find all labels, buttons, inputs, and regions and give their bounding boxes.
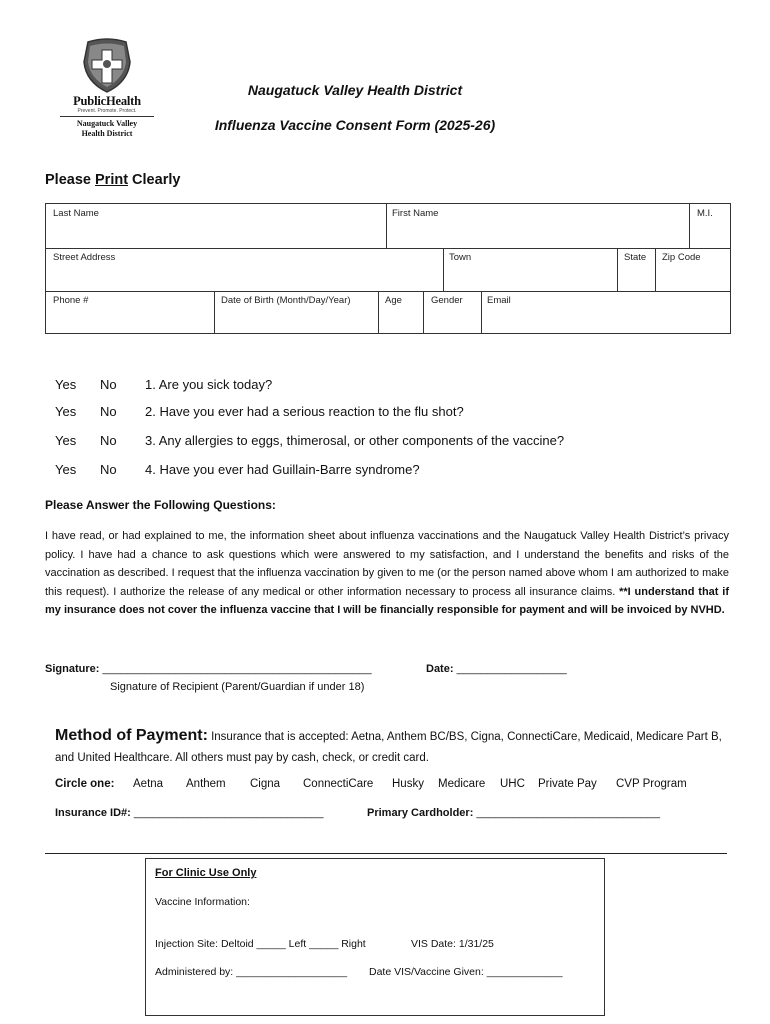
date-given-field[interactable]: Date VIS/Vaccine Given: _____________ (369, 966, 563, 978)
option-medicare[interactable]: Medicare (438, 778, 486, 790)
insurance-id-label: Insurance ID#: (55, 807, 131, 819)
col-divider (443, 248, 444, 291)
consent-bold-text: **I understand that if my insurance does not cover the influenza vaccine that I will be financially responsible for payment and will be invoiced by NVHD. (45, 585, 729, 616)
col-divider (655, 248, 656, 291)
col-divider (214, 291, 215, 334)
question-1-no[interactable]: No (100, 377, 117, 392)
row-divider (46, 291, 730, 292)
print-heading (45, 172, 180, 188)
question-3-text: 3. Any allergies to eggs, thimerosal, or other components of the vaccine? (145, 433, 565, 448)
signature-caption: Signature of Recipient (Parent/Guardian if under 18) (110, 681, 365, 693)
section-divider (45, 853, 727, 854)
option-connecticare[interactable]: ConnectiCare (303, 778, 374, 790)
street-address-field[interactable]: Street Address (53, 252, 116, 263)
payment-heading: Method of Payment: (55, 727, 208, 744)
cardholder-line[interactable]: ______________________________ (476, 807, 660, 819)
col-divider (378, 291, 379, 334)
option-aetna[interactable]: Aetna (133, 778, 164, 790)
administered-by-field[interactable]: Administered by: ___________________ (155, 966, 348, 978)
option-cigna[interactable]: Cigna (250, 778, 281, 790)
email-field[interactable]: Email (487, 295, 511, 306)
shield-cross-icon (58, 38, 156, 94)
print-heading-after: Clearly (128, 172, 181, 188)
clinic-use-box (145, 858, 605, 1016)
signature-row (45, 663, 372, 675)
first-name-field[interactable]: First Name (392, 208, 439, 219)
personal-info-table (45, 203, 731, 334)
option-anthem[interactable]: Anthem (186, 778, 226, 790)
date-row (426, 663, 567, 675)
col-divider (481, 291, 482, 334)
age-field[interactable]: Age (385, 295, 402, 306)
logo-tagline: Prevent. Promote. Protect. (77, 108, 137, 114)
logo-divider (60, 116, 154, 117)
state-field[interactable]: State (624, 252, 647, 263)
org-title: Naugatuck Valley Health District (247, 82, 463, 98)
logo-org (58, 119, 156, 139)
question-1-text: 1. Are you sick today? (145, 377, 273, 392)
injection-site-field[interactable]: Injection Site: Deltoid _____ Left _____ Right (155, 938, 366, 950)
option-husky[interactable]: Husky (392, 778, 424, 790)
vis-date: VIS Date: 1/31/25 (411, 938, 494, 950)
insurance-id-line[interactable]: _______________________________ (133, 807, 324, 819)
payment-text: Insurance that is accepted: Aetna, Anthem BC/BS, Cigna, ConnectiCare, Medicaid, Medicare Part B, and United Healthcare. All others must pay by cash, check, or credit card. (55, 731, 722, 764)
gender-field[interactable]: Gender (431, 295, 463, 306)
dob-field[interactable]: Date of Birth (Month/Day/Year) (221, 295, 351, 306)
signature-label: Signature: (45, 663, 100, 675)
logo (58, 38, 156, 142)
col-divider (617, 248, 618, 291)
question-3-no[interactable]: No (100, 433, 117, 448)
logo-title: PublicHealth (73, 94, 141, 108)
question-2-no[interactable]: No (100, 404, 117, 419)
consent-text: I have read, or had explained to me, the information sheet about influenza vaccinations and the Naugatuck Valley Health District’s privacy policy. I have had a chance to ask questions which were answered to my satisfaction, and I understand the benefits and risks of the vaccination as described. I request that the influenza vaccination by given to me (or the person named above whom I am authorized to make this request). I authorize the release of any medical or other information necessary to process all insurance claims. (45, 530, 729, 598)
print-heading-underlined: Print (95, 172, 129, 188)
option-uhc[interactable]: UHC (500, 778, 525, 790)
date-label: Date: (426, 663, 454, 675)
cardholder-label: Primary Cardholder: (367, 807, 474, 819)
consent-paragraph (45, 527, 729, 620)
logo-org-line1: Naugatuck Valley (76, 119, 138, 128)
payment-section (55, 725, 735, 769)
question-3-yes[interactable]: Yes (55, 433, 77, 448)
last-name-field[interactable]: Last Name (53, 208, 99, 219)
town-field[interactable]: Town (449, 252, 472, 263)
signature-line[interactable]: ____________________________________________ (102, 663, 372, 675)
print-heading-before: Please (45, 172, 95, 188)
col-divider (689, 204, 690, 248)
option-cvp-program[interactable]: CVP Program (616, 778, 687, 790)
mi-field[interactable]: M.I. (697, 208, 713, 219)
circle-one-label: Circle one: (55, 778, 115, 790)
phone-field[interactable]: Phone # (53, 295, 89, 306)
col-divider (386, 204, 387, 248)
question-1-yes[interactable]: Yes (55, 377, 77, 392)
logo-org-line2: Health District (81, 129, 133, 138)
clinic-heading: For Clinic Use Only (155, 867, 257, 879)
date-line[interactable]: __________________ (456, 663, 567, 675)
question-2-text: 2. Have you ever had a serious reaction to the flu shot? (145, 404, 464, 419)
form-title: Influenza Vaccine Consent Form (2025-26) (214, 117, 496, 133)
col-divider (423, 291, 424, 334)
question-4-text: 4. Have you ever had Guillain-Barre syndrome? (145, 462, 420, 477)
vaccine-info-field[interactable]: Vaccine Information: (155, 896, 250, 908)
answer-heading: Please Answer the Following Questions: (45, 498, 276, 512)
question-2-yes[interactable]: Yes (55, 404, 77, 419)
insurance-id-row (55, 807, 324, 819)
question-4-yes[interactable]: Yes (55, 462, 77, 477)
question-4-no[interactable]: No (100, 462, 117, 477)
row-divider (46, 248, 730, 249)
cardholder-row (367, 807, 660, 819)
option-private-pay[interactable]: Private Pay (538, 778, 597, 790)
zip-code-field[interactable]: Zip Code (662, 252, 701, 263)
